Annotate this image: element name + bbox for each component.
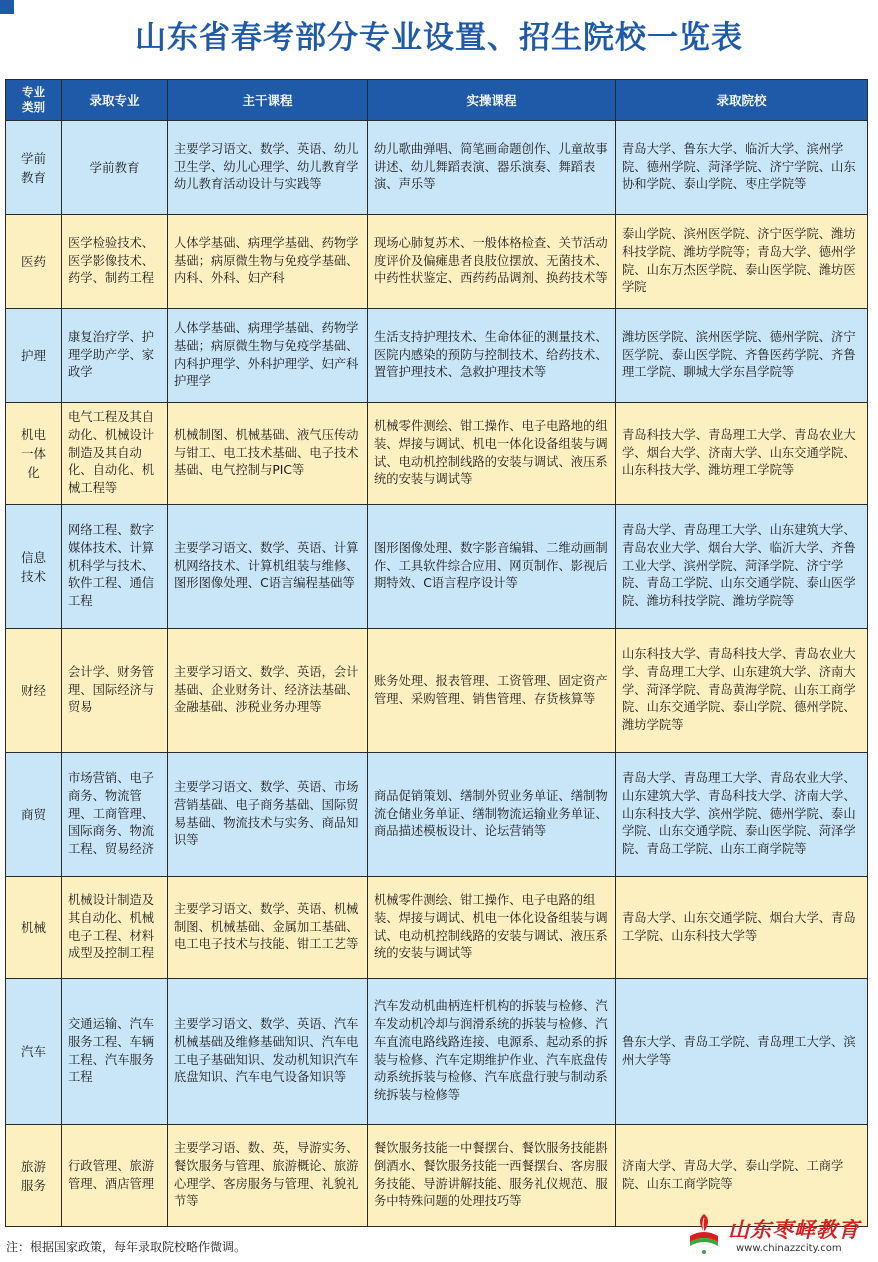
cell-colleges: 青岛大学、青岛理工大学、青岛农业大学、山东建筑大学、青岛科技大学、济南大学、山东科技大学、滨州学院、德州学院、泰山学院、山东交通学院、泰山医学院、菏泽学院、青岛工学院、山东工商学院等 — [616, 753, 868, 877]
cell-colleges: 济南大学、青岛大学、泰山学院、工商学院、山东工商学院等 — [616, 1125, 868, 1227]
table-row — [6, 121, 868, 215]
header-major: 录取专业 — [62, 80, 168, 121]
table-row — [6, 215, 868, 309]
cell-major: 会计学、财务管理、国际经济与贸易 — [62, 629, 168, 753]
cell-colleges: 山东科技大学、青岛科技大学、青岛农业大学、青岛理工大学、山东建筑大学、济南大学、菏泽学院、青岛黄海学院、山东工商学院、山东交通学院、泰山学院、德州学院、潍坊学院等 — [616, 629, 868, 753]
cell-main-courses: 主要学习语文、数学、英语、汽车机械基础及维修基础知识、汽车电工电子基础知识、发动机知识汽车底盘知识、汽车电气设备知识等 — [168, 979, 368, 1125]
cell-colleges: 青岛科技大学、青岛理工大学、青岛农业大学、烟台大学、济南大学、山东交通学院、山东科技大学、潍坊理工学院等 — [616, 403, 868, 505]
publisher-logo — [684, 1210, 874, 1260]
table-row — [6, 979, 868, 1125]
cell-major: 医学检验技术、医学影像技术、药学、制药工程 — [62, 215, 168, 309]
footnote: 注：根据国家政策，每年录取院校略作微调。 — [6, 1240, 247, 1254]
table-row — [6, 753, 868, 877]
cell-category: 护理 — [6, 309, 62, 403]
header-practical-courses: 实操课程 — [368, 80, 616, 121]
cell-practical-courses: 餐饮服务技能一中餐摆台、餐饮服务技能斟倒酒水、餐饮服务技能一西餐摆台、客房服务技能、导游讲解技能、服务礼仪规范、服务中特殊问题的处理技巧等 — [368, 1125, 616, 1227]
book-leaf-logo-icon — [684, 1212, 724, 1256]
cell-colleges: 泰山学院、滨州医学院、济宁医学院、潍坊科技学院、潍坊学院等；青岛大学、德州学院、山东万杰医学院、泰山医学院、潍坊医学院 — [616, 215, 868, 309]
cell-major: 机械设计制造及其自动化、机械电子工程、材料成型及控制工程 — [62, 877, 168, 979]
cell-major: 电气工程及其自动化、机械设计制造及其自动化、自动化、机械工程等 — [62, 403, 168, 505]
cell-practical-courses: 商品促销策划、缮制外贸业务单证、缮制物流仓储业务单证、缮制物流运输业务单证、商品描述模板设计、论坛营销等 — [368, 753, 616, 877]
cell-main-courses: 主要学习语文、数学、英语、幼儿卫生学、幼儿心理学、幼儿教育学幼儿教育活动设计与实践等 — [168, 121, 368, 215]
cell-practical-courses: 汽车发动机曲柄连杆机构的拆装与检修、汽车发动机冷却与润滑系统的拆装与检修、汽车直流电路线路连接、电源系、起动系的拆装与检修、汽车定期维护作业、汽车底盘传动系统拆装与检修、汽车底盘行驶与制动系统拆装与检修等 — [368, 979, 616, 1125]
cell-main-courses: 主要学习语文、数学、英语、市场营销基础、电子商务基础、国际贸易基础、物流技术与实务、商品知识等 — [168, 753, 368, 877]
cell-practical-courses: 现场心肺复苏术、一般体格检查、关节活动度评价及偏瘫患者良肢位摆放、无菌技术、中药性状鉴定、西药药品调剂、换药技术等 — [368, 215, 616, 309]
cell-main-courses: 主要学习语文、数学、英语、机械制图、机械基础、金属加工基础、电工电子技术与技能、钳工工艺等 — [168, 877, 368, 979]
cell-colleges: 青岛大学、青岛理工大学、山东建筑大学、青岛农业大学、烟台大学、临沂大学、齐鲁工业大学、滨州学院、菏泽学院、济宁学院、青岛工学院、山东交通学院、泰山医学院、潍坊科技学院、潍坊学院等 — [616, 505, 868, 629]
cell-main-courses: 主要学习语、数、英，导游实务、餐饮服务与管理、旅游概论、旅游心理学、客房服务与管理、礼貌礼节等 — [168, 1125, 368, 1227]
table-row — [6, 309, 868, 403]
table-row — [6, 629, 868, 753]
cell-category: 汽车 — [6, 979, 62, 1125]
cell-category: 机械 — [6, 877, 62, 979]
cell-main-courses: 机械制图、机械基础、液气压传动与钳工、电工技术基础、电子技术基础、电气控制与PIC等 — [168, 403, 368, 505]
page-title: 山东省春考部分专业设置、招生院校一览表 — [135, 20, 743, 56]
cell-colleges: 鲁东大学、青岛工学院、青岛理工大学、滨州大学等 — [616, 979, 868, 1125]
cell-major: 康复治疗学、护理学助产学、家政学 — [62, 309, 168, 403]
cell-practical-courses: 账务处理、报表管理、工资管理、固定资产管理、采购管理、销售管理、存货核算等 — [368, 629, 616, 753]
table-row — [6, 505, 868, 629]
cell-major: 网络工程、数字媒体技术、计算机科学与技术、软件工程、通信工程 — [62, 505, 168, 629]
majors-table — [5, 79, 868, 1227]
cell-category: 信息 技术 — [6, 505, 62, 629]
cell-category: 旅游 服务 — [6, 1125, 62, 1227]
table-row — [6, 877, 868, 979]
cell-category: 商贸 — [6, 753, 62, 877]
cell-major: 交通运输、汽车服务工程、车辆工程、汽车服务工程 — [62, 979, 168, 1125]
cell-category: 机电 一体 化 — [6, 403, 62, 505]
cell-main-courses: 主要学习语文、数学、英语，会计基础、企业财务计、经济法基础、金融基础、涉税业务办理等 — [168, 629, 368, 753]
cell-main-courses: 人体学基础、病理学基础、药物学基础；病原微生物与免疫学基础、内科护理学、外科护理学、妇产科护理学 — [168, 309, 368, 403]
logo-url: www.chinazzcity.com — [736, 1243, 842, 1254]
cell-major: 学前教育 — [62, 121, 168, 215]
cell-colleges: 潍坊医学院、滨州医学院、德州学院、济宁医学院、泰山医学院、齐鲁医药学院、齐鲁理工学院、聊城大学东昌学院等 — [616, 309, 868, 403]
header-colleges: 录取院校 — [616, 80, 868, 121]
logo-name: 山东枣峄教育 — [728, 1218, 860, 1242]
cell-major: 市场营销、电子商务、物流管理、工商管理、国际商务、物流工程、贸易经济 — [62, 753, 168, 877]
cell-practical-courses: 机械零件测绘、钳工操作、电子电路地的组装、焊接与调试、机电一体化设备组装与调试、电动机控制线路的安装与调试、液压系统的安装与调试等 — [368, 403, 616, 505]
cell-practical-courses: 机械零件测绘、钳工操作、电子电路的组装、焊接与调试、机电一体化设备组装与调试、电动机控制线路的安装与调试、液压系统的安装与调试等 — [368, 877, 616, 979]
table-row — [6, 403, 868, 505]
header-category: 专业 类别 — [6, 80, 62, 121]
cell-category: 医药 — [6, 215, 62, 309]
cell-practical-courses: 图形图像处理、数字影音编辑、二维动画制作、工具软件综合应用、网页制作、影视后期特效、C语言程序设计等 — [368, 505, 616, 629]
table-header-row — [6, 80, 868, 121]
cell-colleges: 青岛大学、山东交通学院、烟台大学、青岛工学院、山东科技大学等 — [616, 877, 868, 979]
header-main-courses: 主干课程 — [168, 80, 368, 121]
cell-practical-courses: 生活支持护理技术、生命体征的测量技术、医院内感染的预防与控制技术、给药技术、置管护理技术、急救护理技术等 — [368, 309, 616, 403]
cell-category: 财经 — [6, 629, 62, 753]
cell-colleges: 青岛大学、鲁东大学、临沂大学、滨州学院、德州学院、菏泽学院、济宁学院、山东协和学院、泰山学院、枣庄学院等 — [616, 121, 868, 215]
cell-major: 行政管理、旅游管理、酒店管理 — [62, 1125, 168, 1227]
cell-category: 学前 教育 — [6, 121, 62, 215]
cell-main-courses: 主要学习语文、数学、英语、计算机网络技术、计算机组装与维修、图形图像处理、C语言编程基础等 — [168, 505, 368, 629]
cell-main-courses: 人体学基础、病理学基础、药物学基础；病原微生物与免疫学基础、内科、外科、妇产科 — [168, 215, 368, 309]
cell-practical-courses: 幼儿歌曲弹唱、简笔画命题创作、儿童故事讲述、幼儿舞蹈表演、器乐演奏、舞蹈表演、声乐等 — [368, 121, 616, 215]
